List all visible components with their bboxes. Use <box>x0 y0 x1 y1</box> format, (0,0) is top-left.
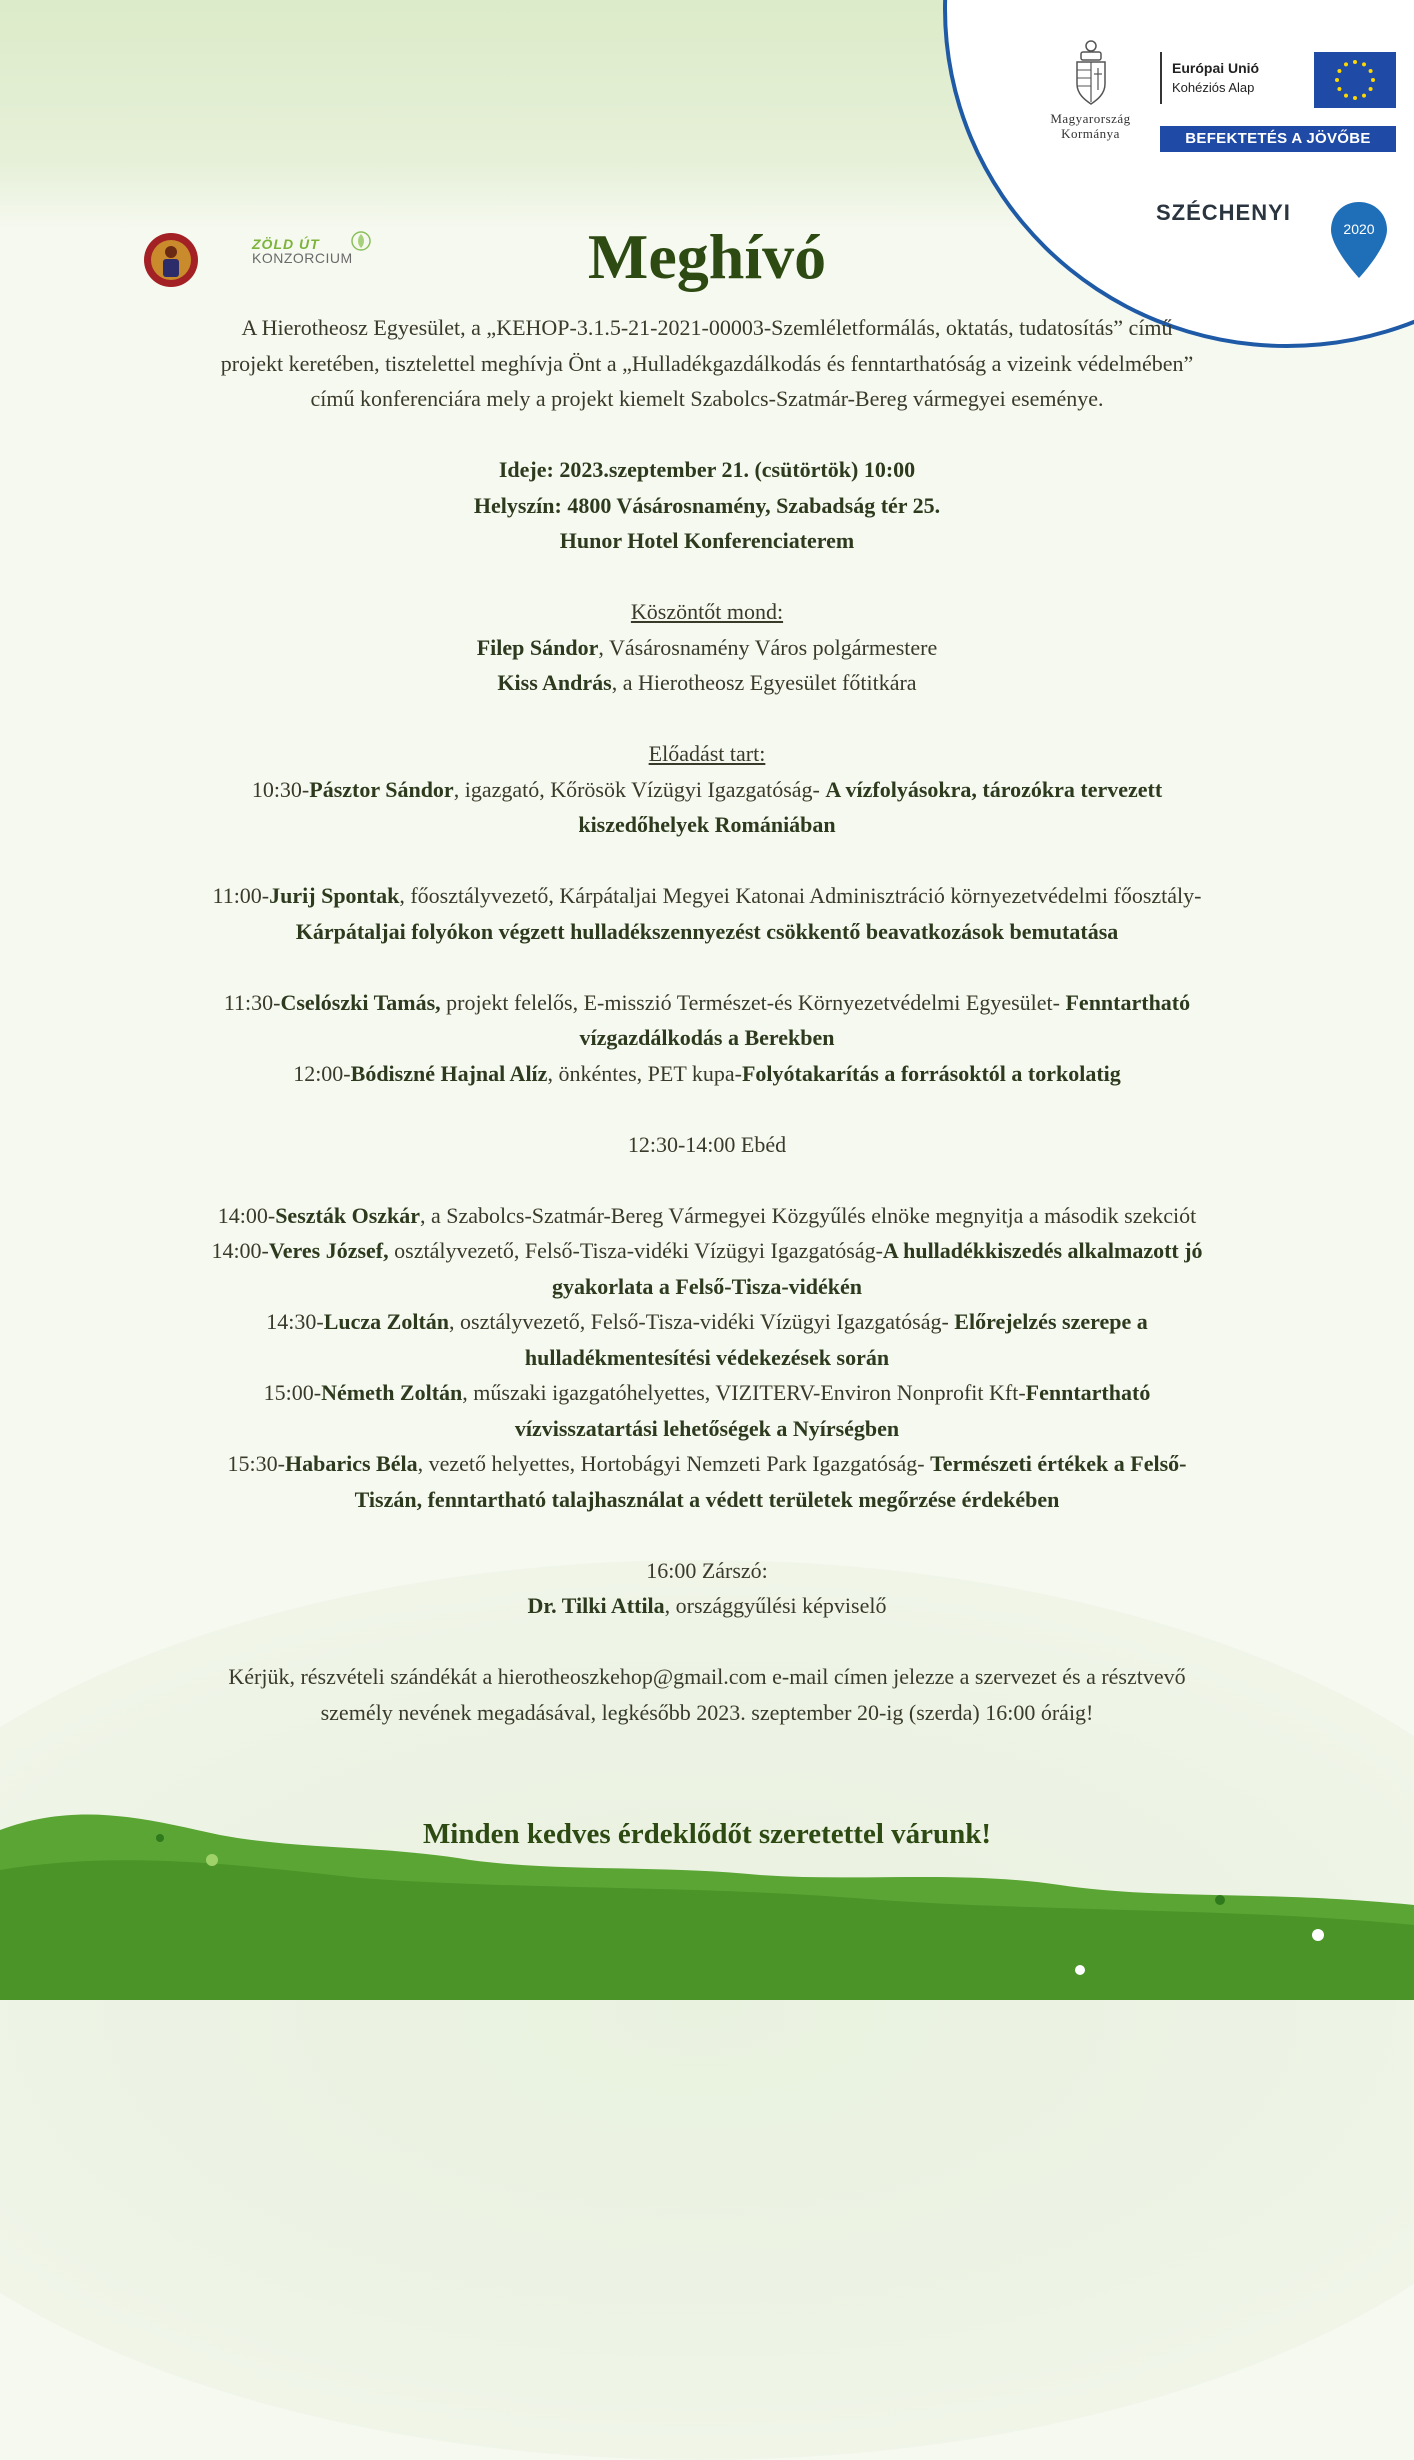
rsvp-line: Kérjük, részvételi szándékát a hierotheoszkehop@gmail.com e-mail címen jelezze a szervezet és a résztvevő <box>228 1664 1186 1689</box>
closing-message: Minden kedves érdeklődőt szeretettel várunk! <box>422 1818 992 1850</box>
speaker-role: , a Hierotheosz Egyesület főtitkára <box>611 670 917 695</box>
talk-title: Kárpátaljai folyókon végzett hulladékszennyezést csökkentő beavatkozások bemutatása <box>295 918 1119 944</box>
talk-time: 14:00- <box>217 1202 276 1228</box>
intro-line: projekt keretében, tisztelettel meghívja Önt a „Hulladékgazdálkodás és fenntarthatóság a vizeink védelmében” <box>220 350 1194 376</box>
speaker-role: , főosztályvezető, Kárpátaljai Megyei Katonai Adminisztráció környezetvédelmi főosztály- <box>399 883 1202 908</box>
logo-title: ZÖLD ÚT <box>252 236 320 252</box>
talk-time: 14:00- <box>211 1238 269 1263</box>
closing-speech-heading: 16:00 Zárszó: <box>646 1557 768 1583</box>
speaker-role: projekt felelős, E-misszió Természet-és Környezetvédelmi Egyesület- <box>440 989 1066 1015</box>
szechenyi-year: 2020 <box>1343 221 1375 237</box>
talk-item <box>100 1304 1314 1340</box>
talk-title: A hulladékkiszedés alkalmazott jó <box>882 1238 1203 1263</box>
divider <box>1160 52 1162 104</box>
talk-time: 12:00- <box>293 1060 351 1086</box>
government-name-line1: Magyarország <box>1050 111 1131 126</box>
talk-title: hulladékmentesítési védekezések során <box>524 1344 890 1370</box>
speaker-role: , országgyűlési képviselő <box>664 1593 887 1618</box>
intro-line: című konferenciára mely a projekt kiemelt Szabolcs-Szatmár-Bereg vármegyei eseménye. <box>310 386 1104 411</box>
speaker-role: , önkéntes, PET kupa- <box>547 1060 742 1086</box>
speaker-name: Filep Sándor <box>476 634 599 660</box>
welcome-speaker <box>100 665 1314 701</box>
talk-title: kiszedőhelyek Romániában <box>578 812 836 837</box>
talk-title: Fenntartható <box>1025 1380 1151 1405</box>
talk-title: Természeti értékek a Felső- <box>930 1451 1187 1476</box>
event-place: Helyszín: 4800 Vásárosnamény, Szabadság tér 25. <box>473 492 941 518</box>
welcome-heading: Köszöntőt mond: <box>630 599 784 624</box>
talk-time: 10:30- <box>251 776 310 802</box>
talk-time: 15:00- <box>263 1380 322 1405</box>
speaker-role: , igazgató, Kőrösök Vízügyi Igazgatóság- <box>453 776 826 802</box>
page-title: Meghívó <box>587 221 827 292</box>
speaker-name: Németh Zoltán <box>321 1380 463 1405</box>
eu-title: Európai Unió <box>1172 60 1260 76</box>
talk-item <box>100 772 1314 808</box>
eu-flag-icon <box>1314 52 1396 108</box>
event-venue: Hunor Hotel Konferenciaterem <box>559 528 855 553</box>
szechenyi-logo-text: SZÉCHENYI <box>1156 200 1291 225</box>
talk-time: 14:30- <box>266 1309 324 1334</box>
speaker-name: Lucza Zoltán <box>323 1309 450 1334</box>
eu-slogan-band: BEFEKTETÉS A JÖVŐBE <box>1160 126 1396 152</box>
lunch-break: 12:30-14:00 Ebéd <box>627 1131 787 1157</box>
talk-item <box>100 985 1314 1021</box>
government-name-line2: Kormánya <box>1061 126 1120 141</box>
speaker-name: Seszták Oszkár <box>275 1202 421 1228</box>
talk-title: gyakorlata a Felső-Tisza-vidékén <box>551 1273 863 1299</box>
hungarian-government-logo <box>1028 38 1153 141</box>
speaker-role: , Vásárosnamény Város polgármestere <box>598 634 938 660</box>
speaker-name: Jurij Spontak <box>269 883 400 908</box>
speaker-name: Bódiszné Hajnal Alíz <box>350 1060 548 1086</box>
talk-item <box>100 1198 1314 1234</box>
speaker-role: , osztályvezető, Felső-Tisza-vidéki Vízügyi Igazgatóság- <box>449 1309 955 1334</box>
closing-speaker <box>100 1588 1314 1624</box>
talk-title: vízvisszatartási lehetőségek a Nyírségben <box>514 1415 900 1441</box>
talk-title: A vízfolyásokra, tározókra tervezett <box>825 776 1163 802</box>
talk-title: vízgazdálkodás a Berekben <box>579 1025 835 1050</box>
talk-title: Fenntartható <box>1065 989 1191 1015</box>
logo-subtitle: KONZORCIUM <box>252 250 353 266</box>
talks-heading: Előadást tart: <box>648 741 766 766</box>
talk-item <box>100 1375 1314 1411</box>
talk-title: Előrejelzés szerepe a <box>954 1309 1148 1334</box>
speaker-role: , műszaki igazgatóhelyettes, VIZITERV-Environ Nonprofit Kft- <box>462 1380 1026 1405</box>
speaker-name: Veres József, <box>268 1238 389 1263</box>
talk-time: 11:30- <box>223 989 281 1015</box>
speaker-name: Habarics Béla <box>284 1451 418 1476</box>
speaker-name: Pásztor Sándor <box>309 776 454 802</box>
talk-title: Tiszán, fenntartható talajhasználat a védett területek megőrzése érdekében <box>354 1486 1060 1512</box>
event-date: Ideje: 2023.szeptember 21. (csütörtök) 10:00 <box>498 457 916 482</box>
talk-item <box>100 1233 1314 1269</box>
talk-time: 15:30- <box>227 1451 285 1476</box>
speaker-role: osztályvezető, Felső-Tisza-vidéki Vízügyi Igazgatóság- <box>388 1238 883 1263</box>
coat-of-arms-icon <box>1071 38 1111 106</box>
talk-time: 11:00- <box>212 883 270 908</box>
speaker-name: Cselószki Tamás, <box>280 989 441 1015</box>
talk-item <box>100 1446 1314 1482</box>
speaker-role: , a Szabolcs-Szatmár-Bereg Vármegyei Közgyűlés elnöke megnyitja a második szekciót <box>420 1202 1197 1228</box>
talk-title: Folyótakarítás a forrásoktól a torkolatig <box>741 1060 1121 1086</box>
intro-line: A Hierotheosz Egyesület, a „KEHOP-3.1.5-21-2021-00003-Szemléletformálás, oktatás, tudatosítás” című <box>241 315 1173 340</box>
speaker-name: Kiss András <box>497 670 612 695</box>
invitation-body <box>100 310 1314 1730</box>
talk-item <box>100 878 1314 914</box>
welcome-speaker <box>100 630 1314 666</box>
talk-item <box>100 1056 1314 1092</box>
rsvp-line: személy nevének megadásával, legkésőbb 2023. szeptember 20-ig (szerda) 16:00 óráig! <box>320 1699 1094 1725</box>
speaker-role: , vezető helyettes, Hortobágyi Nemzeti Park Igazgatóság- <box>417 1451 931 1476</box>
eu-fund: Kohéziós Alap <box>1172 80 1255 95</box>
speaker-name: Dr. Tilki Attila <box>527 1593 665 1618</box>
